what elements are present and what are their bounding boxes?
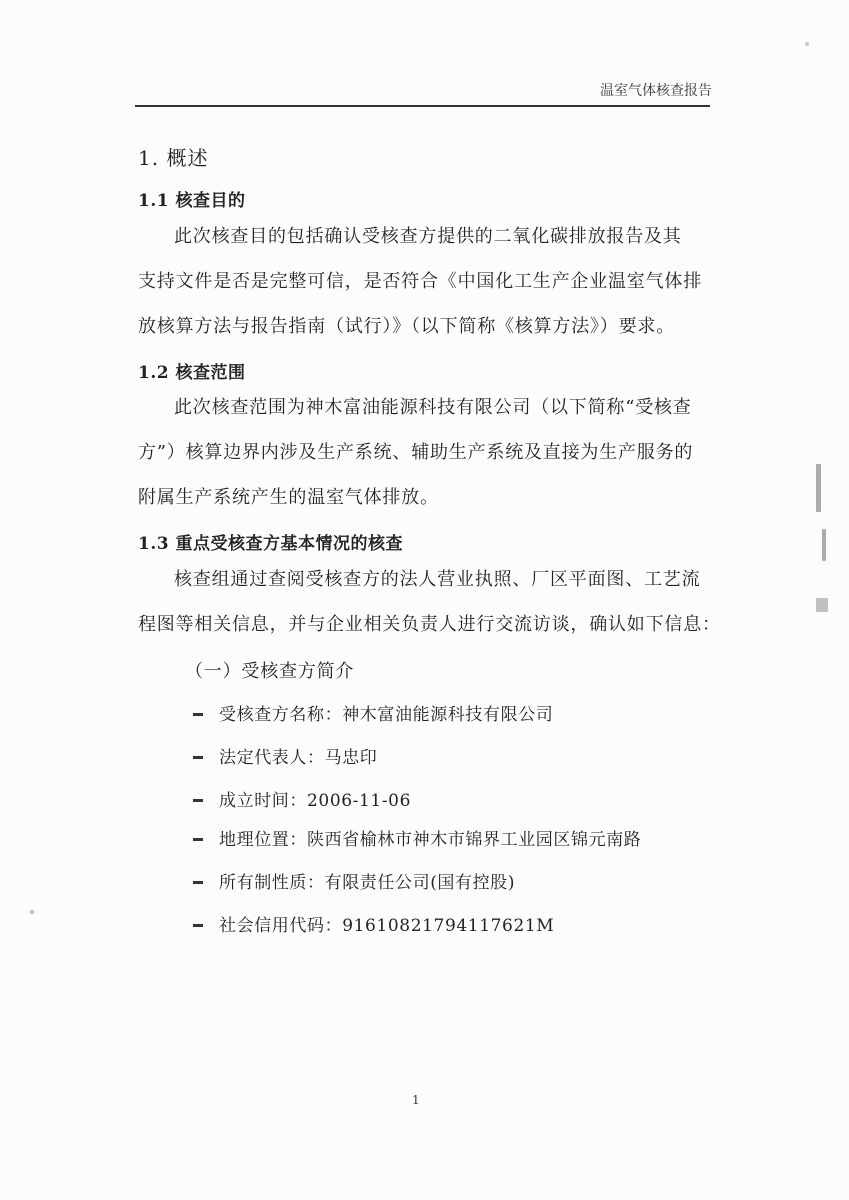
- purpose-line-1: 此次核查目的包括确认受核查方提供的二氧化碳排放报告及其: [174, 226, 682, 247]
- header-title: 温室气体核查报告: [600, 83, 712, 99]
- basic-info-subheading: （一）受核查方简介: [185, 661, 355, 682]
- bullet-credit-code: [193, 914, 554, 938]
- bullet-text: 社会信用代码：91610821794117621M: [219, 916, 555, 936]
- bullet-marker: [193, 799, 203, 802]
- bullet-establishment-date: [193, 789, 411, 813]
- basic-info-line-1: 核查组通过查阅受核查方的法人营业执照、厂区平面图、工艺流: [174, 569, 701, 590]
- purpose-line-2: 支持文件是否是完整可信，是否符合《中国化工生产企业温室气体排: [138, 271, 702, 292]
- bullet-marker: [193, 881, 203, 884]
- scan-dot: [30, 910, 34, 914]
- scope-line-2: 方”）核算边界内涉及生产系统、辅助生产系统及直接为生产服务的: [138, 442, 694, 463]
- scope-line-3: 附属生产系统产生的温室气体排放。: [138, 487, 439, 508]
- subsection-heading-basic-info: 1.3 重点受核查方基本情况的核查: [138, 534, 403, 554]
- scan-margin-mark: [816, 598, 828, 612]
- bullet-text: 所有制性质：有限责任公司(国有控股): [219, 873, 516, 893]
- bullet-marker: [193, 838, 203, 841]
- bullet-text: 成立时间：2006-11-06: [219, 791, 412, 811]
- subsection-heading-purpose: 1.1 核查目的: [138, 191, 246, 211]
- bullet-text: 地理位置：陕西省榆林市神木市锦界工业园区锦元南路: [219, 830, 642, 850]
- bullet-legal-representative: [193, 746, 377, 770]
- purpose-line-3: 放核算方法与报告指南（试行）》（以下简称《核算方法》）要求。: [138, 316, 675, 337]
- header-rule: [135, 105, 710, 107]
- basic-info-line-2: 程图等相关信息，并与企业相关负责人进行交流访谈，确认如下信息：: [138, 614, 721, 635]
- page-number: 1: [412, 1093, 420, 1107]
- subsection-heading-scope: 1.2 核查范围: [138, 363, 246, 383]
- scan-dot: [805, 42, 809, 46]
- scan-margin-mark: [822, 529, 826, 561]
- scan-margin-mark: [816, 464, 821, 512]
- bullet-marker: [193, 756, 203, 759]
- scope-line-1: 此次核查范围为神木富油能源科技有限公司（以下简称“受核查: [174, 397, 692, 418]
- section-heading-overview: 1. 概述: [138, 146, 209, 170]
- bullet-location: [193, 828, 641, 852]
- bullet-company-name: [193, 703, 553, 727]
- bullet-ownership: [193, 871, 515, 895]
- bullet-marker: [193, 924, 203, 927]
- bullet-marker: [193, 713, 203, 716]
- bullet-text: 法定代表人：马忠印: [219, 748, 378, 768]
- bullet-text: 受核查方名称：神木富油能源科技有限公司: [219, 705, 554, 725]
